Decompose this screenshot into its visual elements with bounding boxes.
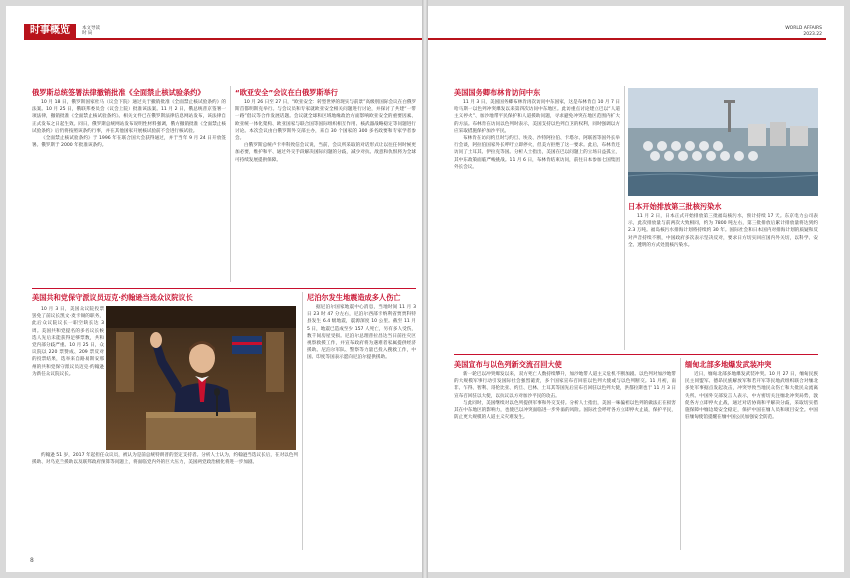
article-myanmar xyxy=(685,360,818,550)
article-nepal xyxy=(307,293,416,548)
article-fukushima xyxy=(628,202,818,350)
section-header xyxy=(24,24,100,38)
article-title: 缅甸北部多地爆发武装冲突 xyxy=(685,360,772,369)
article-us-israel xyxy=(454,360,676,550)
article-paragraph: 10 月 26 日至 27 日，“欧亚安全：转型世界的现实与前景”高级别国际会议在白俄罗斯首都明斯克举行。与会议员和专家就欧亚安全相关问题进行讨论，并探讨了共建“一带一路”倡议等合作发展话题。会议就全球和区域地缘政治方面影响欧亚安全的重要因素、欧亚统一体化架构、欧亚国家与联合国等国际组织相互作用、核武器战略稳定等问题进行讨论。本次会议由白俄罗斯外交部主办，来自 30 个国家的 300 多名政要和专家学者参会。 xyxy=(235,100,416,142)
article-paragraph: 10 月 18 日，俄罗斯国家杜马（议会下院）通过关于撤销批准《全面禁止核试验条约》的法案。10 月 25 日，俄联邦委员会（议会上院）批准该法案。11 月 2 日，俄总统普京签署一项法律，撤销批准《全面禁止核试验条约》。相关文件已在俄罗斯法律信息网站发布，该法律自正式发布之日起生效。同日，俄罗斯总统网站发布说明性材料强调，俄方撤销批准《全面禁止核试验条约》后仍将按照该条约行事，并在其他国家开展核试验前不会进行核试验。 xyxy=(32,100,226,134)
right-page xyxy=(428,6,844,572)
article-johnson-title xyxy=(32,293,298,305)
article-paragraph: 近日，缅甸北部多地爆发武装冲突。10 月 27 日，缅甸民族民主同盟军、德昂民族解放军和若开军等民地武组织联合对缅北多处军事据点发起攻击，冲突导致当地民众伤亡和大批民众流离失所。中国外交部发言人表示，中方密切关注缅北冲突局势，敦促各方立即停火止战，通过对话协商和平解决分歧，采取切实措施保障中缅边境安全稳定，保护中国在缅人员和项目安全。中国驻缅甸使馆提醒在缅中国公民加强安全防范。 xyxy=(685,372,818,421)
column-divider xyxy=(624,86,625,350)
article-title: 美国宣布与以色列新交流召回大使 xyxy=(454,360,562,369)
article-johnson-body xyxy=(32,452,298,548)
article-paragraph: 11 月 3 日，美国国务卿布林肯再次访问中东国家，这是布林肯自 10 月 7 日哈马斯一以色列冲突爆发以来第四次访问中东地区。此访重点讨论建立巴以“人道主义停火”、加沙地带平民保护和人道援助问题，寻求避免冲突在地区范围内扩大的方法。布林肯在访问以色列时表示，美国支持以色列自卫的权利，同时强调以方应采取措施保护加沙平民。 xyxy=(454,100,620,134)
article-paragraph: 新一轮巴以冲突爆发以来，双方死亡人数持续攀升，加沙地带人道主义危机不断加剧。以色列对加沙地带的大规模军事行动引发国际社会强烈谴责，多个国家宣布召回驻以色列大使或与以色列断交。11 月初，南非、乍得、智利、哥伦比亚、约旦、巴林、土耳其等国先后宣布召回驻以色列大使，洪都拉斯也于 11 月 3 日宣布召回驻以大使，以抗议以方对加沙平民的攻击。 xyxy=(454,372,676,399)
column-divider xyxy=(302,292,303,550)
article-paragraph: 白俄罗斯总统卢卡申科致信会议说，当前，会议所采取的对话形式让以往任何时候更加必要，维护和平、通过外交手段解决国际问题的分歧，减少对抗、敌意和仇恨将为全球可持续发展提供保障。 xyxy=(235,143,416,163)
magazine-name: WORLD AFFAIRS xyxy=(785,26,822,31)
page-number: 8 xyxy=(30,557,34,564)
house-speaker-photo xyxy=(106,306,296,450)
article-blinken xyxy=(454,88,620,350)
article-paragraph: 与此同时，美国继续对以色列提供军事和外交支持。分析人士指出，美国一味偏袒以色列的做法正在损害其在中东地区的影响力，也使巴以冲突面临进一步外溢的风险。国际社会呼吁各方立即停火止战，保护平民，防止更大规模的人道主义灾难发生。 xyxy=(454,400,676,421)
article-title: 美国国务卿布林肯访问中东 xyxy=(454,88,541,97)
section-divider xyxy=(454,354,818,355)
article-title: “欧亚安全”会议在白俄罗斯举行 xyxy=(235,88,338,97)
section-title: 时事概览 xyxy=(24,24,76,38)
magazine-issue: 2023.22 xyxy=(803,31,822,37)
left-page xyxy=(6,6,422,572)
article-title: 日本开始排放第三批核污染水 xyxy=(628,202,722,211)
section-sub-line2: 时 局 xyxy=(82,31,93,36)
fukushima-plant-image xyxy=(628,88,818,196)
article-paragraph: 11 月 2 日，日本正式开始排放第三批福岛核污水，预计持续 17 天。东京电力公司表示，此次排放量与前两次大致相同，约为 7800 吨左右，第三批排放后累计排放量将达到约 2.3 万吨。福岛核污水排海计划将持续约 30 年。国际社会和日本国内对排海计划的质疑和反对声音持续不断，中国政府多次表示坚决反对，要求日方切实回应国内外关切，以科学、安全、透明的方式处置核污染水。 xyxy=(628,214,818,248)
column-divider xyxy=(680,358,681,550)
fukushima-photo xyxy=(628,88,818,196)
article-safe-asia xyxy=(235,88,416,284)
article-paragraph: 约翰逊 51 岁，2017 年起担任众议员，被认为是前总统特朗普的坚定支持者。分析人士认为，约翰逊当选议长后，在对以色列援助、对乌克兰援助以及联邦政府预算等问题上，将面临党内外的巨大压力，美国两党政治极化将进一步加剧。 xyxy=(32,453,298,466)
house-speaker-image xyxy=(106,306,296,450)
magazine-header xyxy=(785,26,822,37)
article-paragraph: 《全面禁止核试验条约》于 1996 年在联合国大会获得通过，并于当年 9 月 24 日开放签署。俄罗斯于 2000 年批准该条约。 xyxy=(32,136,226,149)
header-rule xyxy=(24,38,422,40)
article-johnson-col1 xyxy=(32,306,104,450)
header-rule xyxy=(428,38,826,40)
section-divider xyxy=(32,288,416,289)
article-title: 美国共和党保守派议员迈克·约翰逊当选众议院议长 xyxy=(32,293,193,302)
article-title: 尼泊尔发生地震造成多人伤亡 xyxy=(307,293,401,302)
section-sub-line1: 本文导读 xyxy=(82,25,100,31)
column-divider xyxy=(230,86,231,282)
article-paragraph: 据尼泊尔国家地震中心消息，当地时间 11 月 3 日 23 时 47 分左右，尼泊尔西部卡纳利省贾贾科特县发生 6.4 级地震，震源深度 10 公里。截至 11 月 5 日，地震已造成至少 157 人死亡，另有多人受伤，数千间房屋受损。尼泊尔总理普拉昌达当日前往灾区视察救援工作，并宣布政府将为遇难者家属提供经济援助。尼泊尔军队、警察等力量已投入搜救工作，中国、印度等国表示愿向尼泊尔提供援助。 xyxy=(307,305,416,361)
article-paragraph: 10 月 3 日，美国众议院投票罢免了前议长凯文·麦卡锡的职务，此后众议院议长一职空缺长达 3 周。美国共和党提名的多名议长候选人先后未能获得足够票数，共和党内部分歧严重。10 月 25 日，众议院以 220 票赞成、209 票反对的投票结果，选举来自路易斯安那州的共和党保守派议员迈克·约翰逊为新任众议院议长。 xyxy=(32,307,104,377)
article-russia-law xyxy=(32,88,226,284)
section-subtitle xyxy=(82,26,100,37)
article-paragraph: 布林肯在访问约旦时与约旦、埃及、沙特阿拉伯、卡塔尔、阿联酋等国外长举行会谈，阿拉伯国家外长呼吁立即停火，但美方拒绝了这一要求。此后，布林肯还访问了土耳其、伊拉克等国。分析人士指出，美国在巴以问题上的立场日益孤立，其中东政策面临严峻挑战。11 月 6 日，布林肯结束访问，前往日本参加七国集团外长会议。 xyxy=(454,136,620,170)
article-title: 俄罗斯总统签署法律撤销批准《全面禁止核试验条约》 xyxy=(32,88,205,97)
